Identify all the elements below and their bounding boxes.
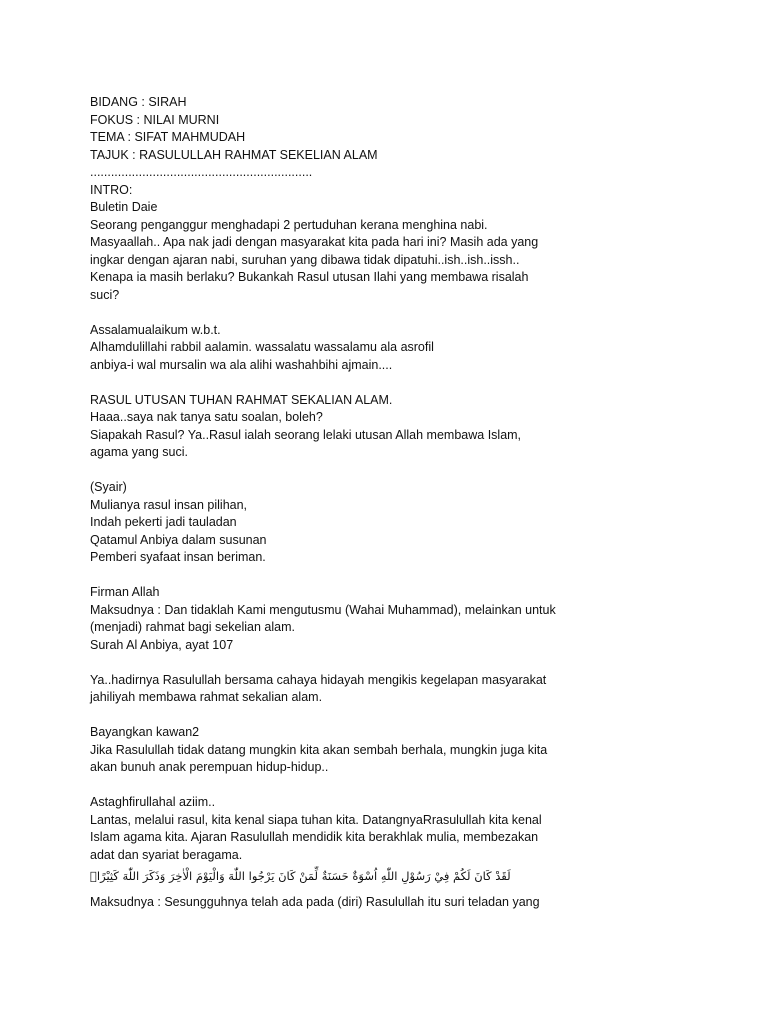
text-line: agama yang suci.: [90, 445, 188, 459]
text-line: Astaghfirullahal aziim..: [90, 795, 216, 809]
blank-line: [90, 374, 690, 392]
blank-line: [90, 707, 690, 725]
syair-line: Qatamul Anbiya dalam susunan: [90, 532, 267, 547]
text-line: Jika Rasulullah tidak datang mungkin kita akan sembah berhala, mungkin juga kita: [90, 742, 548, 757]
text-line: Ya..hadirnya Rasulullah bersama cahaya hidayah mengikis kegelapan masyarakat: [90, 672, 547, 687]
syair-heading: (Syair): [90, 480, 127, 494]
text-line: ingkar dengan ajaran nabi, suruhan yang dibawa tidak dipatuhi..ish..ish..issh..: [90, 252, 520, 267]
intro-paragraph: [90, 199, 690, 304]
field-tajuk: TAJUK : RASULULLAH RAHMAT SEKELIAN ALAM: [90, 147, 378, 162]
blank-line: [90, 567, 690, 585]
text-line: Kenapa ia masih berlaku? Bukankah Rasul utusan Ilahi yang membawa risalah: [90, 270, 529, 284]
dotted-separator: ................................................................: [90, 165, 313, 179]
text-line: Maksudnya : Dan tidaklah Kami mengutusmu (Wahai Muhammad), melainkan untuk: [90, 602, 556, 617]
text-line: Lantas, melalui rasul, kita kenal siapa tuhan kita. DatangnyaRrasulullah kita kenal: [90, 812, 542, 827]
text-line: Islam agama kita. Ajaran Rasulullah mendidik kita berakhlak mulia, membezakan: [90, 830, 539, 844]
field-bidang: BIDANG : SIRAH: [90, 95, 187, 109]
maksud-line: Maksudnya : Sesungguhnya telah ada pada (diri) Rasulullah itu suri teladan yang: [90, 895, 540, 909]
text-line: akan bunuh anak perempuan hidup-hidup..: [90, 760, 329, 774]
text-line: Assalamualaikum w.b.t.: [90, 322, 221, 337]
intro-heading: INTRO:: [90, 182, 133, 197]
syair-paragraph: [90, 479, 690, 567]
header-block: [90, 94, 690, 199]
text-line: jahiliyah membawa rahmat sekalian alam.: [90, 690, 323, 704]
rasul-paragraph: [90, 392, 690, 462]
text-line: suci?: [90, 287, 120, 302]
text-line: Alhamdulillahi rabbil aalamin. wassalatu wassalamu ala asrofil: [90, 340, 434, 354]
text-line: Masyaallah.. Apa nak jadi dengan masyarakat kita pada hari ini? Masih ada yang: [90, 235, 539, 249]
text-line: Buletin Daie: [90, 200, 158, 214]
syair-line: Mulianya rasul insan pilihan,: [90, 497, 248, 512]
text-line: anbiya-i wal mursalin wa ala alihi washahbihi ajmain....: [90, 357, 393, 372]
field-tema: TEMA : SIFAT MAHMUDAH: [90, 130, 246, 144]
text-line: Siapakah Rasul? Ya..Rasul ialah seorang lelaki utusan Allah membawa Islam,: [90, 427, 522, 442]
text-line: Bayangkan kawan2: [90, 725, 200, 739]
arabic-verse: لَقَدْ كَانَ لَكُمْ فِيْ رَسُوْلِ اللّٰهِ اُسْوَةٌ حَسَنَةٌ لِّمَنْ كَانَ يَرْجُوا اللّٰهَ وَالْيَوْمَ الْاٰخِرَ وَذَكَرَ اللّٰهَ كَثِيْرًاۗ: [90, 869, 511, 883]
section-heading: Firman Allah: [90, 585, 160, 599]
document-body: [90, 94, 690, 912]
blank-line: [90, 777, 690, 795]
astagh-paragraph: [90, 794, 690, 864]
text-line: Seorang penganggur menghadapi 2 pertuduhan kerana menghina nabi.: [90, 217, 488, 232]
greeting-paragraph: [90, 322, 690, 375]
firman-paragraph: [90, 584, 690, 654]
bayang-paragraph: [90, 724, 690, 777]
text-line: adat dan syariat beragama.: [90, 847, 243, 862]
citation: Surah Al Anbiya, ayat 107: [90, 637, 234, 652]
hadir-paragraph: [90, 672, 690, 707]
section-heading: RASUL UTUSAN TUHAN RAHMAT SEKALIAN ALAM.: [90, 392, 393, 407]
field-fokus: FOKUS : NILAI MURNI: [90, 112, 220, 127]
text-line: Haaa..saya nak tanya satu soalan, boleh?: [90, 410, 323, 424]
blank-line: [90, 654, 690, 672]
syair-line: Indah pekerti jadi tauladan: [90, 515, 237, 529]
syair-line: Pemberi syafaat insan beriman.: [90, 550, 266, 564]
text-line: (menjadi) rahmat bagi sekelian alam.: [90, 620, 295, 634]
blank-line: [90, 462, 690, 480]
blank-line: [90, 304, 690, 322]
